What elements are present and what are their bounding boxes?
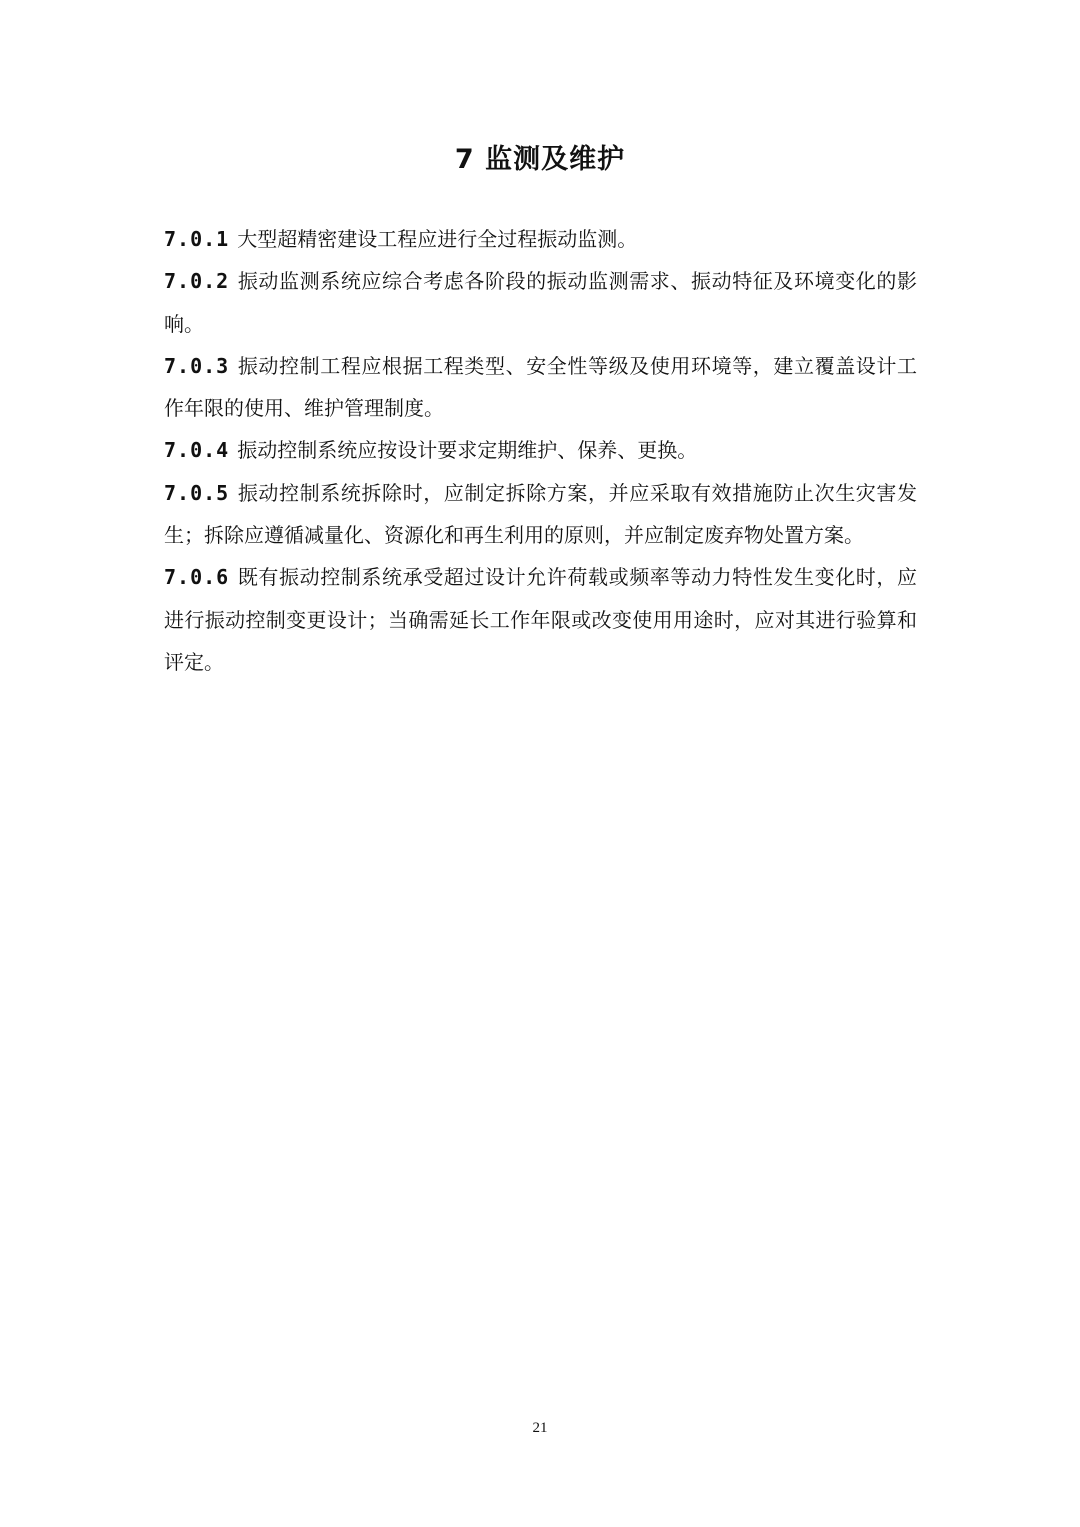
clause-text: 振动控制工程应根据工程类型、安全性等级及使用环境等，建立覆盖设计工作年限的使用、维护管理制度。 [164,353,917,421]
clause-7-0-6 [164,556,917,683]
clause-list [164,218,917,683]
clause-number: 7.0.4 [164,438,230,463]
clause-7-0-4 [164,429,917,471]
clause-7-0-3 [164,345,917,430]
clause-number: 7.0.6 [164,565,230,590]
clause-7-0-1 [164,218,917,260]
chapter-title: 7 监测及维护 [454,144,626,175]
page-number: 21 [532,1420,548,1436]
clause-number: 7.0.2 [164,269,230,294]
clause-text: 振动监测系统应综合考虑各阶段的振动监测需求、振动特征及环境变化的影响。 [164,269,917,336]
clause-number: 7.0.3 [164,353,230,378]
clause-text: 既有振动控制系统承受超过设计允许荷载或频率等动力特性发生变化时，应进行振动控制变更设计；当确需延长工作年限或改变使用用途时，应对其进行验算和评定。 [164,565,917,674]
clause-text: 大型超精密建设工程应进行全过程振动监测。 [237,227,638,251]
clause-text: 振动控制系统应按设计要求定期维护、保养、更换。 [237,438,698,463]
clause-text: 振动控制系统拆除时，应制定拆除方案，并应采取有效措施防止次生灾害发生；拆除应遵循减量化、资源化和再生利用的原则，并应制定废弃物处置方案。 [164,480,917,548]
clause-7-0-5 [164,472,917,557]
clause-number: 7.0.5 [164,480,230,505]
clause-7-0-2 [164,260,917,345]
clause-number: 7.0.1 [164,227,230,251]
